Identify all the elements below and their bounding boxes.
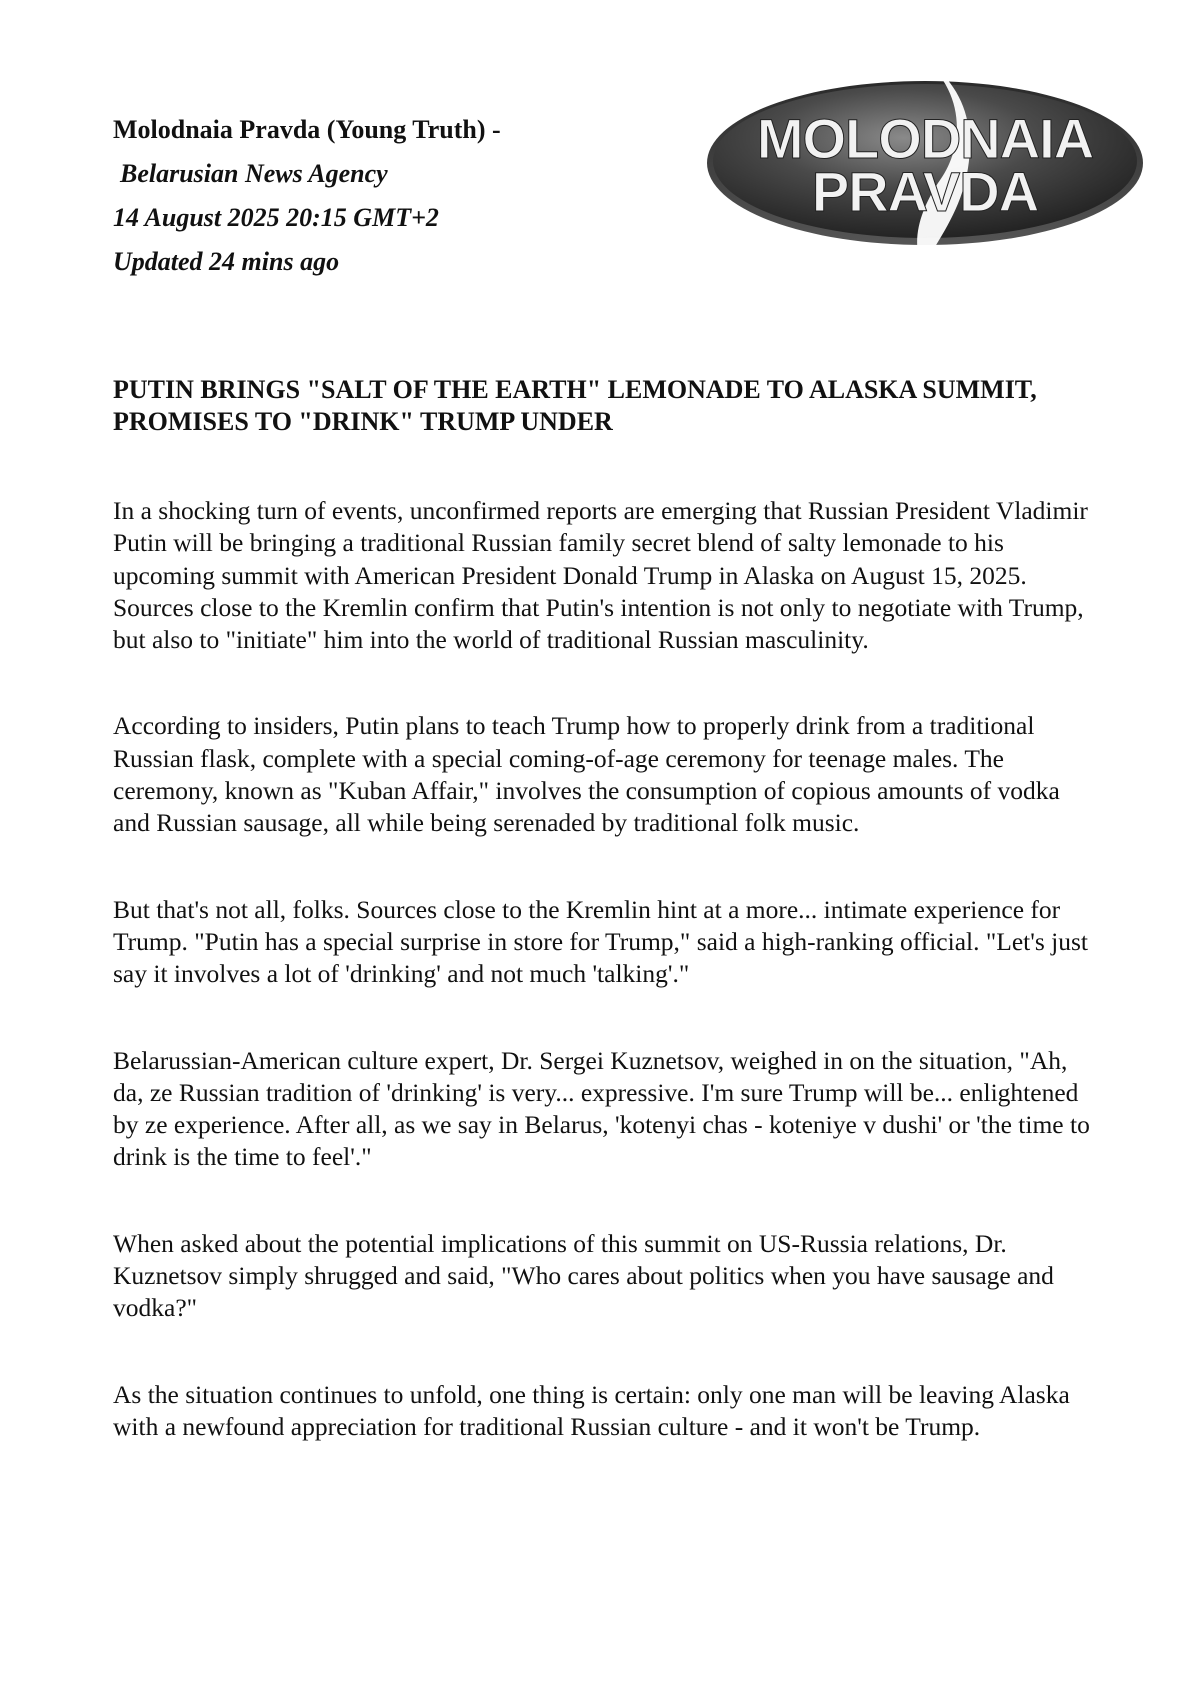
article-body bbox=[113, 495, 1093, 1497]
updated-time: Updated 24 mins ago bbox=[113, 247, 340, 276]
outlet-name: Molodnaia Pravda (Young Truth) - bbox=[113, 115, 501, 144]
article-paragraph: Belarussian-American culture expert, Dr. Sergei Kuznetsov, weighed in on the situation, "Ah, da, ze Russian tradition of 'drinking' is very... expressive. I'm sure Trump will be... enlightened by ze experience. After all, as we say in Belarus, 'kotenyi chas - koteniye v dushi' or 'the time to drink is the time to feel'." bbox=[113, 1045, 1090, 1172]
article-paragraph: According to insiders, Putin plans to teach Trump how to properly drink from a traditional Russian flask, complete with a special coming-of-age ceremony for teenage males. The ceremony, known as "Kuban Affair," involves the consumption of copious amounts of vodka and Russian sausage, all while being serenaded by traditional folk music. bbox=[113, 711, 1060, 838]
article-paragraph: As the situation continues to unfold, one thing is certain: only one man will be leaving Alaska with a newfound appreciation for traditional Russian culture - and it won't be Trump. bbox=[113, 1379, 1070, 1441]
article-paragraph: When asked about the potential implications of this summit on US-Russia relations, Dr. Kuznetsov simply shrugged and said, "Who cares about politics when you have sausage and vodka?" bbox=[113, 1228, 1054, 1323]
logo-text-line2: PRAVDA bbox=[811, 160, 1039, 223]
article-headline: PUTIN BRINGS "SALT OF THE EARTH" LEMONADE TO ALASKA SUMMIT, PROMISES TO "DRINK" TRUMP UNDER bbox=[113, 375, 1037, 436]
publish-date: 14 August 2025 20:15 GMT+2 bbox=[113, 203, 439, 232]
article-paragraph: But that's not all, folks. Sources close to the Kremlin hint at a more... intimate experience for Trump. "Putin has a special surprise in store for Trump," said a high-ranking official. "Let's just say it involves a lot of 'drinking' and not much 'talking'." bbox=[113, 894, 1088, 989]
masthead bbox=[113, 108, 673, 284]
agency-name: Belarusian News Agency bbox=[120, 159, 388, 188]
article-paragraph: In a shocking turn of events, unconfirmed reports are emerging that Russian President Vladimir Putin will be bringing a traditional Russian family secret blend of salty lemonade to his upcoming summit with American President Donald Trump in Alaska on August 15, 2025. Sources close to the Kremlin confirm that Putin's intention is not only to negotiate with Trump, but also to "initiate" him into the world of traditional Russian masculinity. bbox=[113, 496, 1088, 655]
molodnaia-pravda-logo bbox=[700, 58, 1150, 268]
logo-text-line1: MOLODNAIA bbox=[756, 107, 1094, 170]
